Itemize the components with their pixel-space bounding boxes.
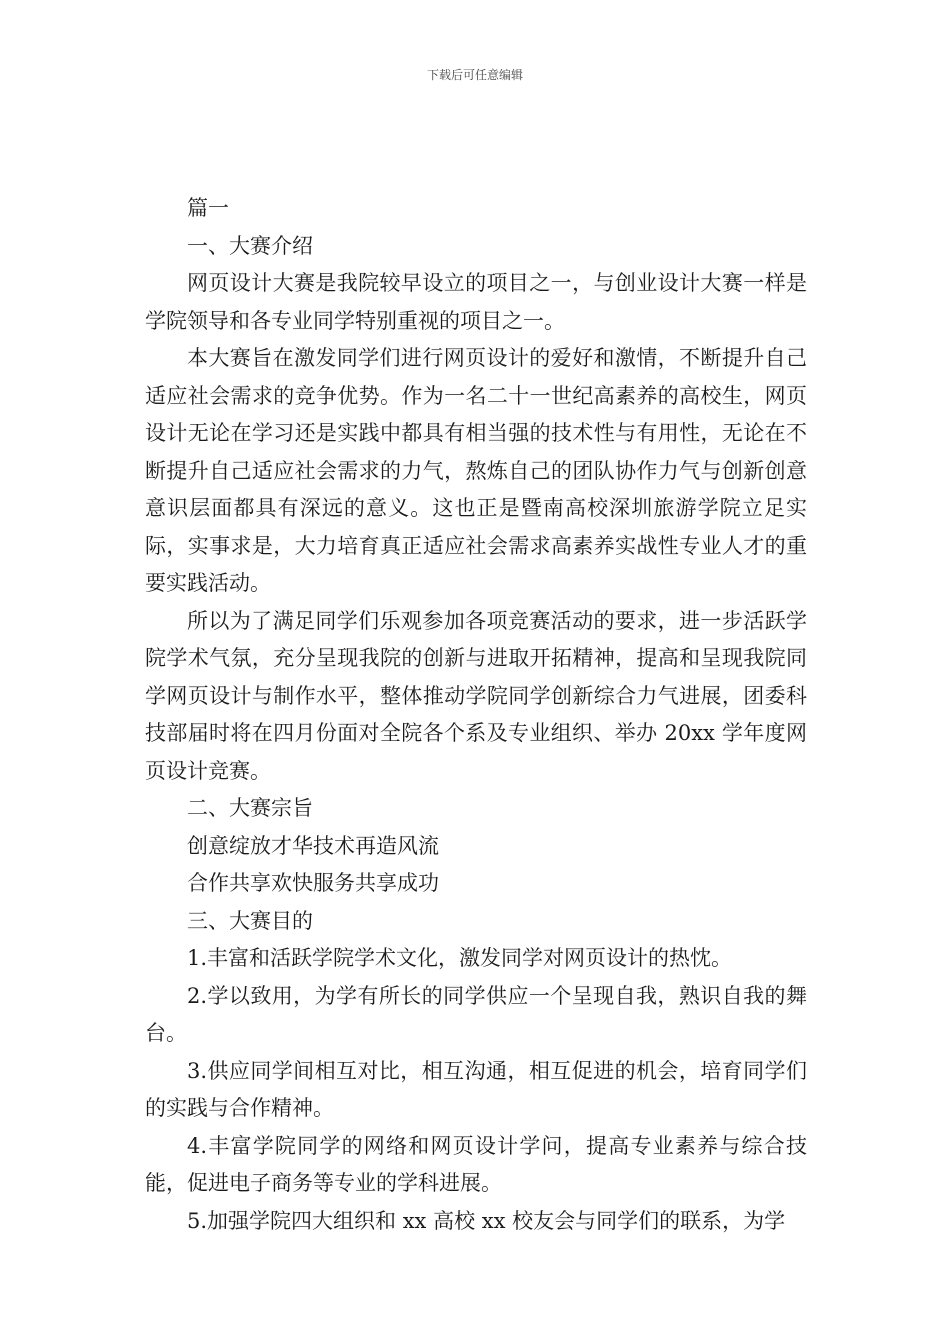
list-item: 2.学以致用，为学有所长的同学供应一个呈现自我，熟识自我的舞台。 [145, 983, 807, 1045]
paragraph: 所以为了满足同学们乐观参加各项竞赛活动的要求，进一步活跃学院学术气氛，充分呈现我院的创新与进取开拓精神，提高和呈现我院同学网页设计与制作水平，整体推动学院同学创新综合力气进展，团委科技部届时将在四月份面对全院各个系及专业组织、举办 20xx 学年度网页设计竞赛。 [145, 608, 807, 783]
page-header-note: 下载后可任意编辑 [426, 68, 523, 82]
paragraph: 网页设计大赛是我院较早设立的项目之一，与创业设计大赛一样是学院领导和各专业同学特别重视的项目之一。 [145, 271, 807, 333]
list-item: 1.丰富和活跃学院学术文化，激发同学对网页设计的热忱。 [187, 946, 733, 970]
list-item: 5.加强学院四大组织和 xx 高校 xx 校友会与同学们的联系，为学 [187, 1208, 786, 1233]
heading-introduction: 一、大赛介绍 [187, 233, 313, 258]
heading-purpose: 二、大赛宗旨 [187, 796, 313, 820]
motto-line: 合作共享欢快服务共享成功 [187, 871, 439, 895]
list-item: 4.丰富学院同学的网络和网页设计学问，提高专业素养与综合技能，促进电子商务等专业的学科进展。 [145, 1133, 807, 1195]
list-item: 3.供应同学间相互对比，相互沟通，相互促进的机会，培育同学们的实践与合作精神。 [145, 1058, 807, 1120]
section-label: 篇一 [187, 196, 229, 220]
paragraph: 本大赛旨在激发同学们进行网页设计的爱好和激情，不断提升自己适应社会需求的竞争优势。作为一名二十一世纪高素养的高校生，网页设计无论在学习还是实践中都具有相当强的技术性与有用性，无论在不断提升自己适应社会需求的力气，熬炼自己的团队协作力气与创新创意意识层面都具有深远的意义。这也正是暨南高校深圳旅游学院立足实际，实事求是，大力培育真正适应社会需求高素养实战性专业人才的重要实践活动。 [145, 346, 807, 595]
motto-line: 创意绽放才华技术再造风流 [187, 833, 439, 858]
heading-objectives: 三、大赛目的 [187, 908, 313, 933]
document-body [145, 190, 807, 1240]
